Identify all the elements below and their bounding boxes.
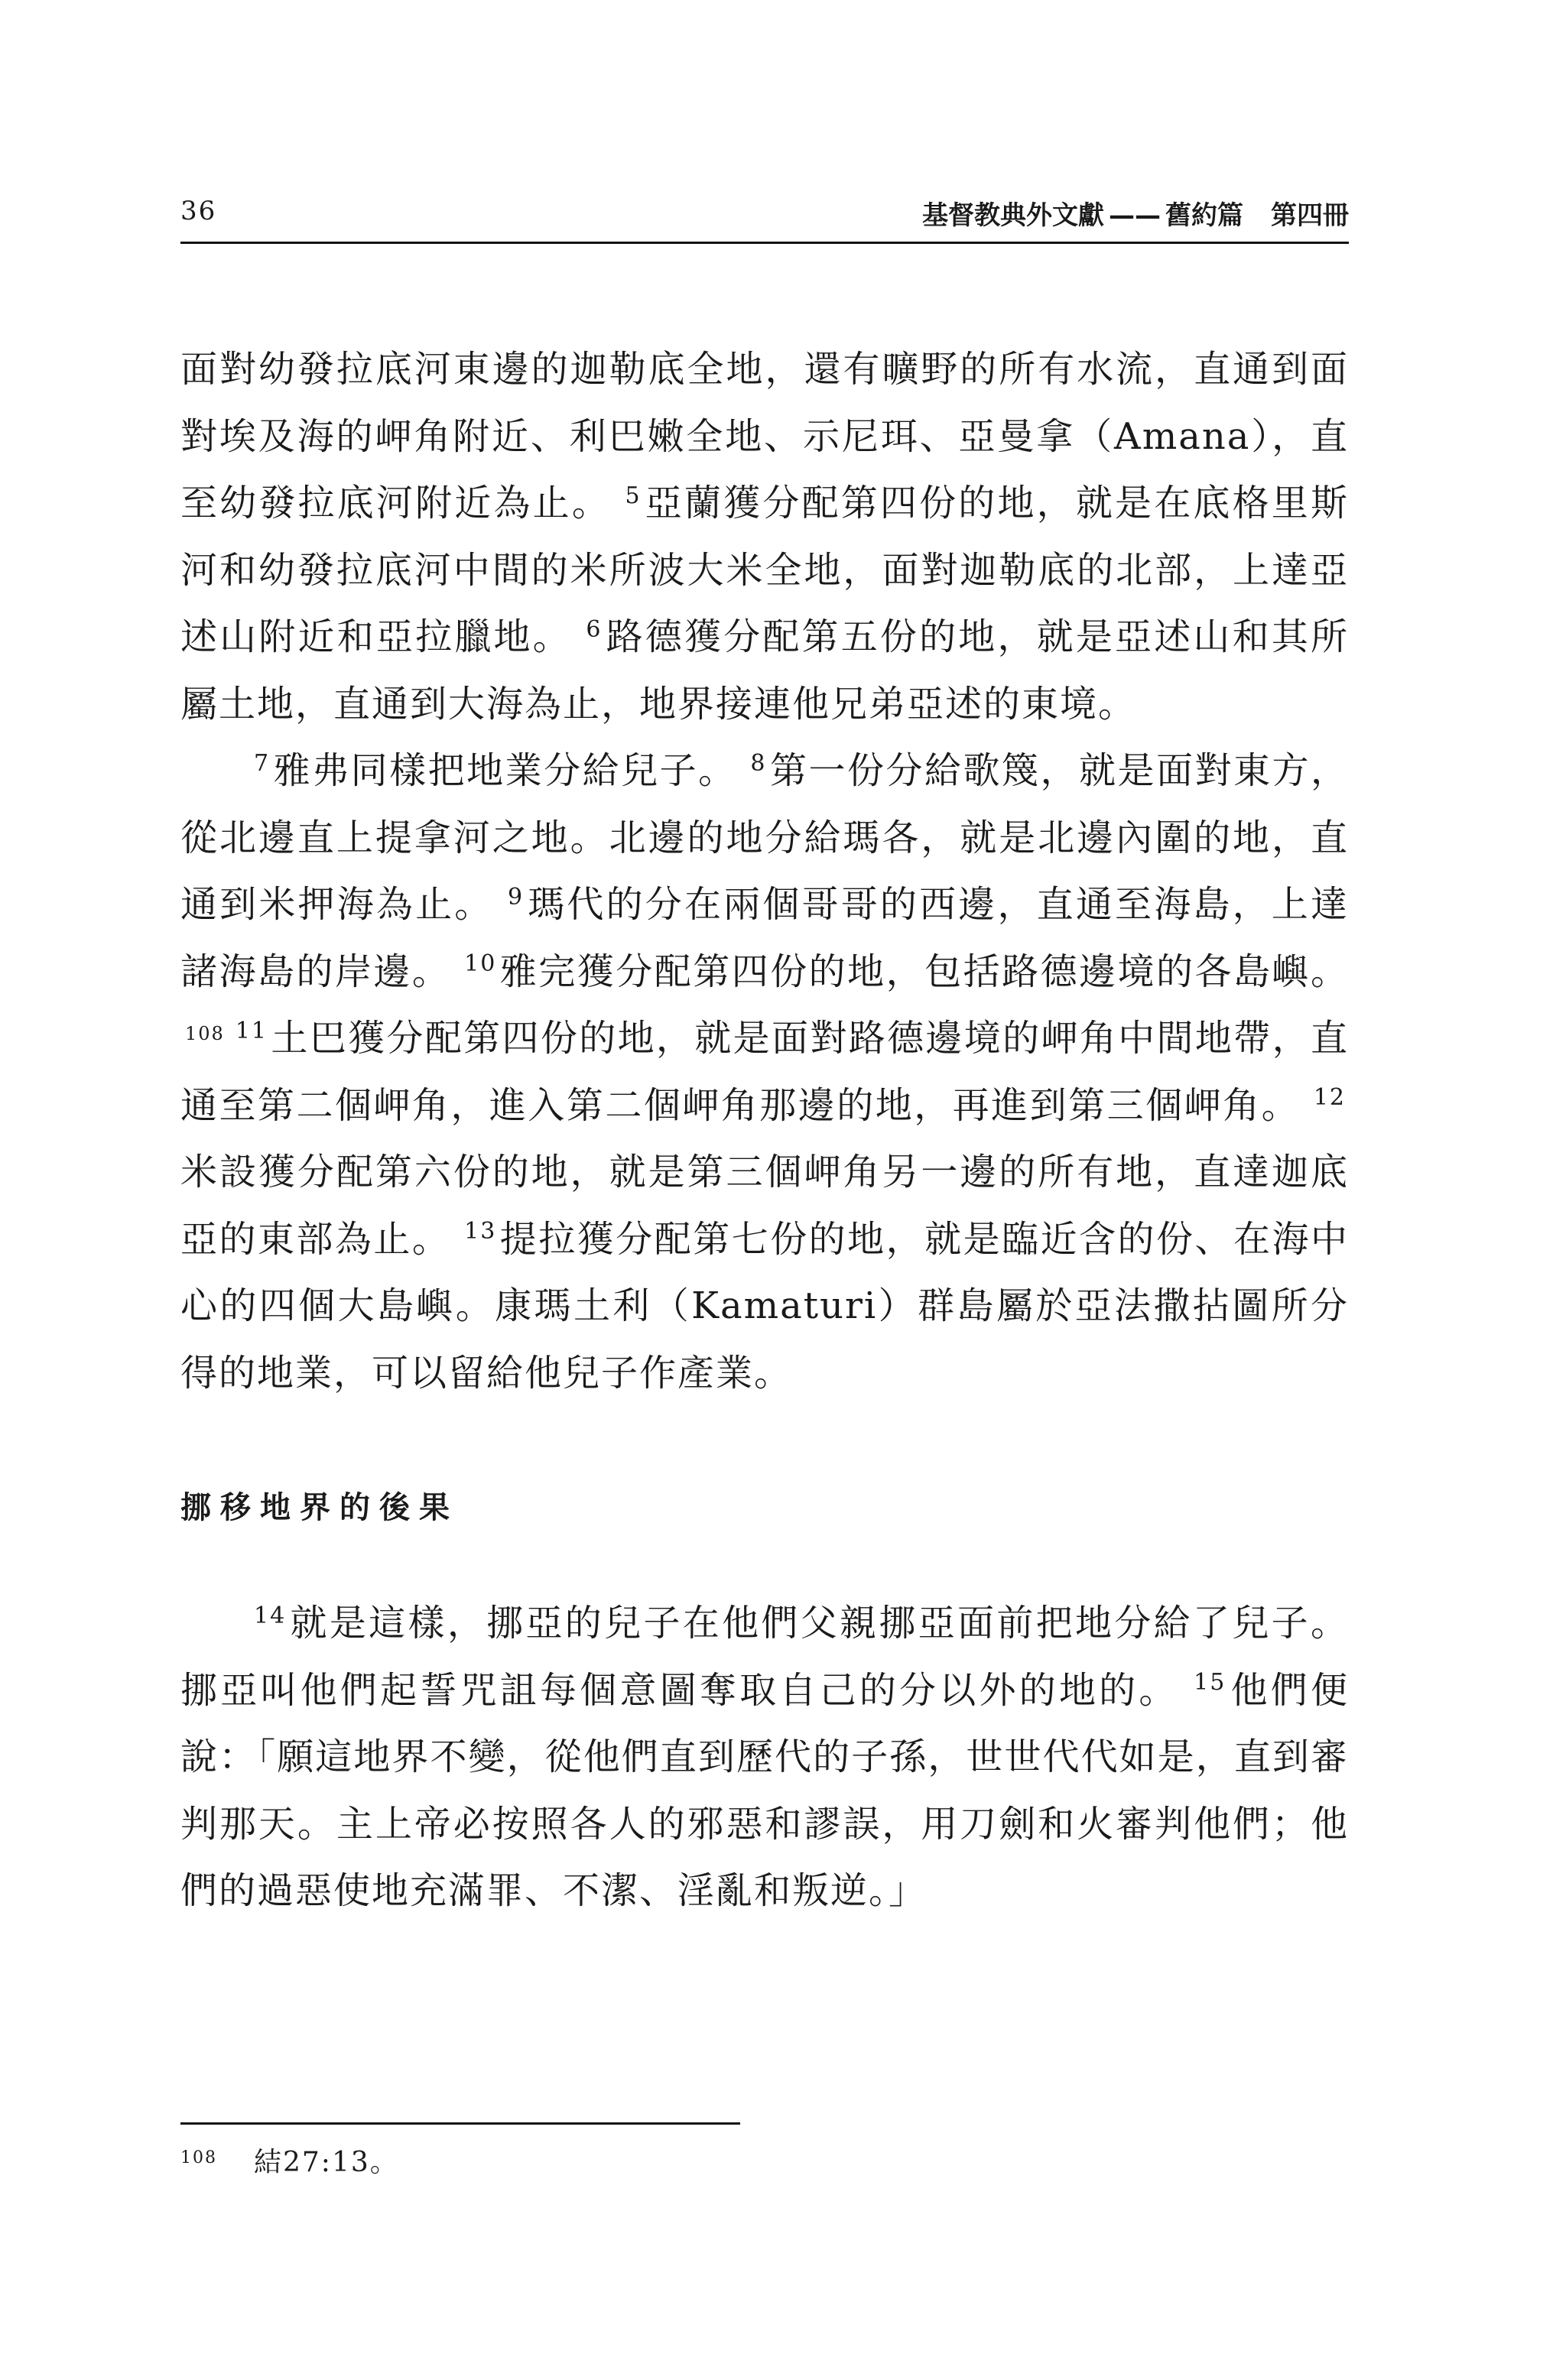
text-run: 他們便說：「願這地界不變，從他們直到歷代的子孫，世世代代如是，直到審判那天。主上帝必按照各人的邪惡和謬誤，用刀劍和火審判他們；他們的過惡使地充滿罪、不潔、淫亂和叛逆。」: [180, 1668, 1349, 1912]
verse-number: 15: [1194, 1669, 1226, 1696]
verse-number: 12: [1313, 1084, 1346, 1111]
verse-number: 8: [750, 749, 767, 777]
book-title: 基督教典外文獻: [922, 200, 1104, 231]
paragraph-2: [180, 738, 1349, 1407]
text-run: 米設獲分配第六份的地，就是第三個岬角另一邊的所有地，直達迦底亞的東部為止。: [180, 1151, 1349, 1261]
text-run: 雅完獲分配第四份的地，包括路德邊境的各島嶼。: [499, 950, 1349, 993]
section-heading: 挪移地界的後果: [180, 1490, 459, 1525]
verse-number: 5: [625, 482, 642, 509]
text-run: 瑪代的分在兩個哥哥的西邊，直通至海島，上達諸海島的岸邊。: [180, 883, 1349, 993]
running-title: [922, 194, 1349, 232]
verse-number: 10: [464, 950, 497, 977]
page-number: 36: [180, 196, 217, 226]
footnote: [180, 2141, 399, 2180]
verse-number: 13: [464, 1218, 497, 1245]
text-run: 土巴獲分配第四份的地，就是面對路德邊境的岬角中間地帶，直通至第二個岬角，進入第二個岬角那邊的地，再進到第三個岬角。: [180, 1017, 1349, 1127]
text-run: 提拉獲分配第七份的地，就是臨近含的份、在海中心的四個大島嶼。康瑪土利（Kamaturi）群島屬於亞法撒拈圖所分得的地業，可以留給他兒子作產業。: [180, 1217, 1349, 1395]
paragraph-3: [180, 1590, 1349, 1925]
text-run: 亞蘭獲分配第四份的地，就是在底格里斯河和幼發拉底河中間的米所波大米全地，面對迦勒底的北部，上達亞述山附近和亞拉臘地。: [180, 482, 1349, 658]
text-run: 第一份分給歌篾，就是面對東方，從北邊直上提拿河之地。北邊的地分給瑪各，就是北邊內圍的地，直通到米押海為止。: [180, 749, 1349, 926]
verse-number: 6: [586, 615, 603, 643]
paragraph-1: [180, 336, 1349, 738]
verse-number: 9: [507, 883, 525, 911]
text-run: 面對幼發拉底河東邊的迦勒底全地，還有曠野的所有水流，直通到面對埃及海的岬角附近、利巴嫩全地、示尼珥、亞曼拿（Amana），直至幼發拉底河附近為止。: [180, 348, 1349, 524]
title-separator: ——: [1109, 200, 1161, 231]
text-run: 路德獲分配第五份的地，就是亞述山和其所屬土地，直通到大海為止，地界接連他兄弟亞述的東境。: [180, 615, 1349, 726]
verse-number: 11: [235, 1017, 268, 1044]
text-run: 雅弗同樣把地業分給兒子。: [273, 749, 737, 792]
body-text-lower: [180, 1590, 1349, 1925]
running-header: [180, 188, 1349, 244]
text-run: 就是這樣，挪亞的兒子在他們父親挪亞面前把地分給了兒子。挪亞叫他們起誓咒詛每個意圖奪取自己的分以外的地的。: [180, 1602, 1349, 1712]
footnote-number: 108: [180, 2148, 217, 2167]
section-title: 舊約篇: [1165, 200, 1243, 231]
footnote-reference[interactable]: 108: [185, 1022, 225, 1044]
footnote-text: 結27:13。: [254, 2147, 399, 2178]
verse-number: 7: [254, 749, 271, 777]
footnote-divider: [180, 2122, 740, 2125]
verse-number: 14: [254, 1602, 287, 1629]
volume-label: 第四冊: [1271, 200, 1349, 231]
body-text-upper: [180, 336, 1349, 1407]
